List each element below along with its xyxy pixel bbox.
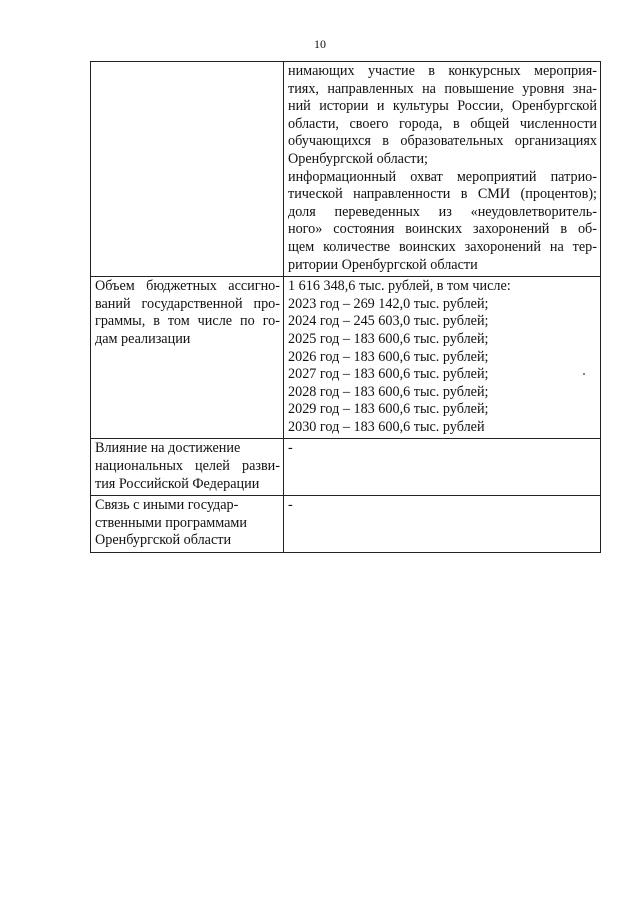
row-value-cell [284,496,601,553]
value-line: - [288,497,293,514]
value-line: - [288,440,293,457]
label-line: Оренбургской области [95,532,232,549]
label-line: дам реализации [95,330,191,347]
label-line: граммы, в том числе по го- [95,313,280,330]
row-value-cell [284,439,601,496]
row-label-cell [91,439,284,496]
table-row-national-goals [91,439,601,496]
table-row-indicators-continued [91,62,601,277]
row-label-cell [91,277,284,439]
budget-year-line: 2023 год – 269 142,0 тыс. рублей; [288,295,489,312]
budget-year-line: 2028 год – 183 600,6 тыс. рублей; [288,383,489,400]
value-line: информационный охват мероприятий патрио- [288,168,597,185]
label-line: ственными программами [95,514,247,531]
budget-year-line: 2024 год – 245 603,0 тыс. рублей; [288,313,489,330]
value-line: ний истории и культуры России, Оренбургской [288,98,597,115]
budget-year-line: 2030 год – 183 600,6 тыс. рублей [288,418,485,435]
row-value-cell [284,277,601,439]
value-line: щем количестве воинских захоронений на тер- [288,238,597,255]
label-line: Связь с иными государ- [95,497,239,514]
value-line: Оренбургской области; [288,150,428,167]
value-line: тиях, направленных на повышение уровня зна- [288,80,597,97]
program-passport-table [90,61,601,553]
budget-year-line: 2029 год – 183 600,6 тыс. рублей; [288,401,489,418]
budget-year-line: 2025 год – 183 600,6 тыс. рублей; [288,330,489,347]
budget-year-line: 2026 год – 183 600,6 тыс. рублей; [288,348,489,365]
table-row-budget [91,277,601,439]
scan-speck [583,373,585,375]
label-line: тия Российской Федерации [95,475,260,492]
budget-total: 1 616 348,6 тыс. рублей, в том числе: [288,278,511,295]
row-value-cell [284,62,601,277]
label-line: национальных целей разви- [95,458,280,475]
value-line: ного» состояния воинских захоронений в об- [288,221,597,238]
label-line: Влияние на достижение [95,440,241,457]
row-label-cell [91,496,284,553]
value-line: нимающих участие в конкурсных мероприя- [288,63,597,79]
value-line: ритории Оренбургской области [288,256,478,273]
page-number: 10 [314,37,326,51]
label-line: ваний государственной про- [95,295,280,312]
value-line: тической направленности в СМИ (процентов); [288,186,597,203]
value-line: области, своего города, в общей численности [288,115,597,132]
table-row-related-programs [91,496,601,553]
row-label-cell [91,62,284,277]
value-line: доля переведенных из «неудовлетворитель- [288,203,597,220]
value-line: обучающихся в образовательных организациях [288,133,597,150]
label-line: Объем бюджетных ассигно- [95,278,280,295]
budget-year-line: 2027 год – 183 600,6 тыс. рублей; [288,366,489,383]
